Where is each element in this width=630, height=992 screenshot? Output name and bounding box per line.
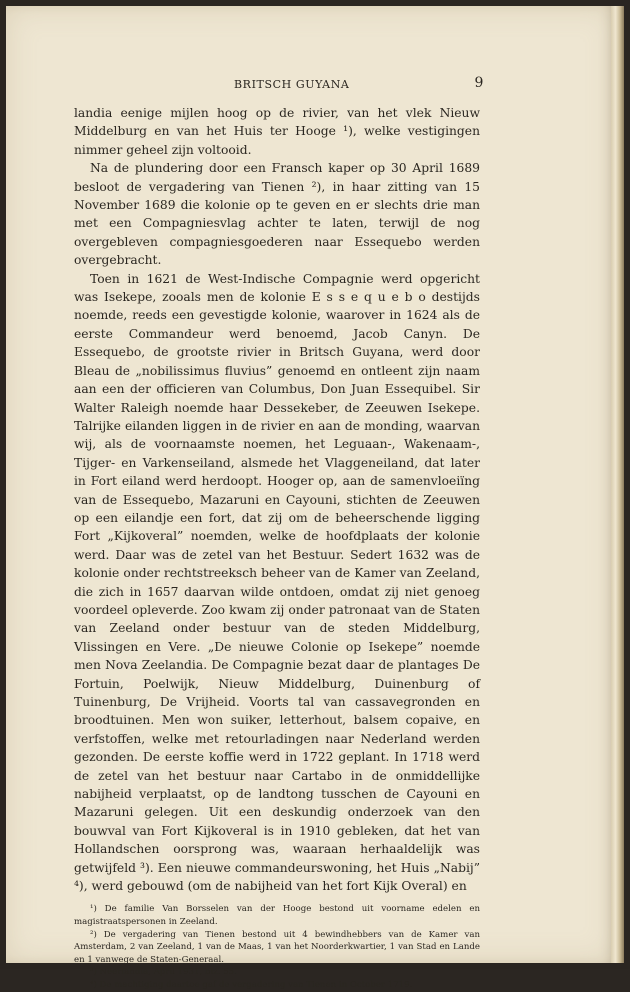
page-edge [611,6,624,963]
footnote: ³) Neerlandia, April 1931, blz. 55. [90,967,237,978]
footnote: ⁴) De machtiging daartoe gaf de vergadering van Tienen in October 1719. [90,980,413,991]
paragraph: Na de plundering door een Fransch kaper op 30 April 1689 besloot de vergadering van Tienen ²), in haar zitting van 15 November 1689 die kolonie op te geven en er slechts drie man met een Compagniesvlag achter te laten, terwijl de nog overgebleven compagniesgoederen naar Essequebo werden overgebracht. [74,161,480,268]
page-number: 9 [474,75,484,91]
footnote: ¹) De familie Van Borsselen van der Hooge bestond uit voorname edelen en magistraatspersonen in Zeeland. [74,904,480,928]
body-text [74,104,480,895]
paragraph: landia eenige mijlen hoog op de rivier, van het vlek Nieuw Middelburg en van het Huis ter Hooge ¹), welke vestigingen nimmer geheel zijn voltooid. [74,106,480,157]
paragraph: Toen in 1621 de West-Indische Compagnie werd opgericht was Isekepe, zooals men de kolonie E s s e q u e b o destijds noemde, reeds een gevestigde kolonie, waarover in 1624 als de eerste Commandeur werd benoemd, Jacob Canyn. De Essequebo, de grootste rivier in Britsch Guyana, werd door Bleau de „nobilissimus fluvius” genoemd en ontleent zijn naam aan een der officieren van Columbus, Don Juan Essequibel. Sir Walter Raleigh noemde haar Dessekeber, de Zeeuwen Isekepe. Talrijke eilanden liggen in de rivier en aan de monding, waarvan wij, als de voornaamste noemen, het Leguaan-, Wakenaam-, Tijger- en Varkenseiland, alsmede het Vlaggeneiland, dat later in Fort eiland werd herdoopt. Hooger op, aan de samenvloeiïng van de Essequebo, Mazaruni en Cayouni, stichten de Zeeuwen op een eilandje een fort, dat zij om de beheerschende ligging Fort „Kijkoveral” noemden, welke de hoofdplaats der kolonie werd. Daar was de zetel van het Bestuur. Sedert 1632 was de kolonie onder rechtstreeksch beheer van de Kamer van Zeeland, die zich in 1657 daarvan wilde ontdoen, omdat zij niet genoeg voordeel opleverde. Zoo kwam zij onder patronaat van de Staten van Zeeland onder bestuur van de steden Middelburg, Vlissingen en Vere. „De nieuwe Colonie op Isekepe” noemde men Nova Zeelandia. De Compagnie bezat daar de plantages De Fortuin, Poelwijk, Nieuw Middelburg, Duinenburg of Tuinenburg, De Vrijheid. Voorts tal van cassavegronden en broodtuinen. Men won suiker, letterhout, balsem copaive, en verfstoffen, welke met retourladingen naar Nederland werden gezonden. De eerste koffie werd in 1722 geplant. In 1718 werd de zetel van het bestuur naar Cartabo in de onmiddellijke nabijheid verplaatst, op de landtong tusschen de Cayouni en Mazaruni gelegen. Uit een deskundig onderzoek van den bouwval van Fort Kijkoveral is in 1910 gebleken, dat het van Hollandschen oorsprong was, waaraan herhaaldelijk was getwijfeld ³). Een nieuwe commandeurswoning, het Huis „Nabij” ⁴), werd gebouwd (om de nabijheid van het fort Kijk Overal) en [74,271,480,894]
running-title: BRITSCH GUYANA [234,78,350,91]
footnotes [74,903,480,991]
footnote: ²) De vergadering van Tienen bestond uit 4 bewindhebbers van de Kamer van Amsterdam, 2 van Zeeland, 1 van de Maas, 1 van het Noorderkwartier, 1 van Stad en Lande en 1 vanwege de Staten-Generaal. [74,929,480,965]
page-content [74,74,484,992]
running-header [74,74,484,94]
